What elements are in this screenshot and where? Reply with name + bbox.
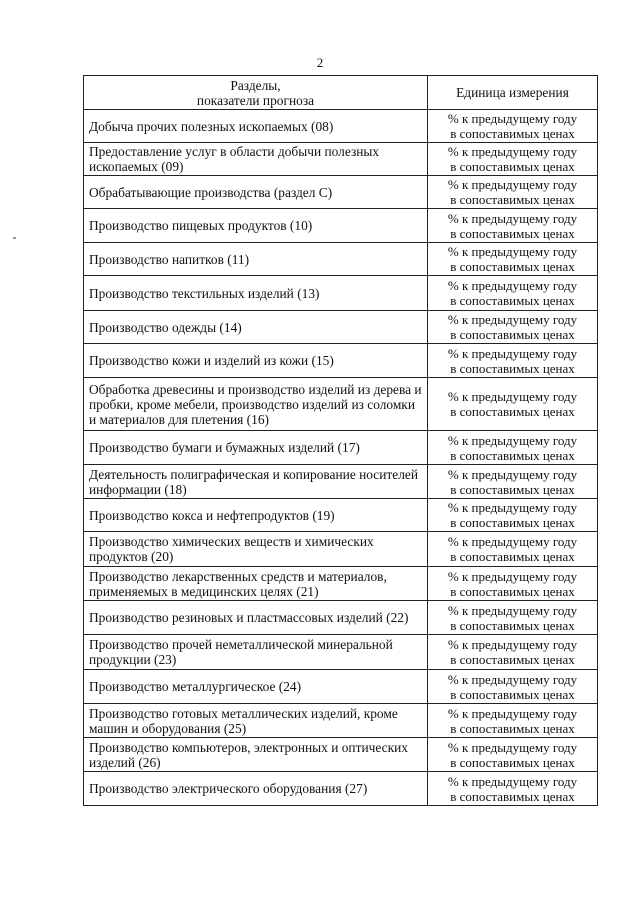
table-row <box>84 738 598 772</box>
table-row <box>84 670 598 704</box>
row-unit-line2: в сопоставимых ценах <box>450 754 575 770</box>
row-unit-line1: % к предыдущему году <box>447 705 578 721</box>
table-body <box>84 110 598 806</box>
table-row <box>84 601 598 635</box>
row-unit <box>428 344 598 378</box>
row-unit-line1: % к предыдущему году <box>447 466 578 482</box>
row-unit-line2: в сопоставимых ценах <box>450 686 575 702</box>
row-unit <box>428 311 598 344</box>
row-unit-line2: в сопоставимых ценах <box>450 126 575 141</box>
row-section-name: Производство бумаги и бумажных изделий (17) <box>84 431 428 465</box>
table-row <box>84 143 598 176</box>
row-unit <box>428 431 598 465</box>
row-section-name: Производство кокса и нефтепродуктов (19) <box>84 499 428 532</box>
row-unit <box>428 110 598 143</box>
row-unit-line2: в сопоставимых ценах <box>450 159 575 174</box>
row-section-name: Производство кожи и изделий из кожи (15) <box>84 344 428 378</box>
forecast-table <box>83 75 598 806</box>
row-section-name: Производство одежды (14) <box>84 311 428 344</box>
row-unit-line2: в сопоставимых ценах <box>450 617 575 633</box>
row-unit <box>428 601 598 635</box>
table-header-row <box>84 76 598 110</box>
row-unit-line1: % к предыдущему году <box>447 244 578 259</box>
row-section-name: Обработка древесины и производство изделий из дерева и пробки, кроме мебели, производство изделий из соломки и материалов для плетения (16) <box>84 378 428 431</box>
row-unit-line2: в сопоставимых ценах <box>450 447 575 463</box>
table-row <box>84 532 598 567</box>
header-unit: Единица измерения <box>428 76 598 110</box>
table-row <box>84 311 598 344</box>
row-unit-line1: % к предыдущему году <box>447 773 578 789</box>
row-unit-line2: в сопоставимых ценах <box>450 720 575 736</box>
table-row <box>84 344 598 378</box>
row-unit-line2: в сопоставимых ценах <box>450 225 575 241</box>
row-unit <box>428 276 598 311</box>
row-section-name: Производство текстильных изделий (13) <box>84 276 428 311</box>
row-unit <box>428 635 598 670</box>
row-unit-line2: в сопоставимых ценах <box>450 652 575 667</box>
table-row <box>84 431 598 465</box>
row-unit-line1: % к предыдущему году <box>447 312 578 327</box>
table-row <box>84 704 598 738</box>
row-unit <box>428 243 598 276</box>
row-section-name: Предоставление услуг в области добычи полезных ископаемых (09) <box>84 143 428 176</box>
row-unit-line2: в сопоставимых ценах <box>450 404 575 419</box>
table-row <box>84 567 598 601</box>
row-unit <box>428 532 598 567</box>
table-row <box>84 635 598 670</box>
scan-speck <box>13 237 16 239</box>
row-section-name: Производство резиновых и пластмассовых изделий (22) <box>84 601 428 635</box>
table-row <box>84 209 598 243</box>
row-unit-line2: в сопоставимых ценах <box>450 192 575 207</box>
row-unit-line1: % к предыдущему году <box>447 534 578 549</box>
row-unit-line1: % к предыдущему году <box>447 432 578 448</box>
header-sections-line2: показатели прогноза <box>196 92 315 108</box>
table-row <box>84 499 598 532</box>
table-row <box>84 110 598 143</box>
row-unit <box>428 499 598 532</box>
table-row <box>84 378 598 431</box>
table-row <box>84 176 598 209</box>
table-row <box>84 243 598 276</box>
row-section-name: Производство напитков (11) <box>84 243 428 276</box>
row-unit-line1: % к предыдущему году <box>447 602 578 618</box>
row-section-name: Производство лекарственных средств и материалов, применяемых в медицинских целях (21) <box>84 567 428 601</box>
row-unit <box>428 209 598 243</box>
row-section-name: Производство химических веществ и химических продуктов (20) <box>84 532 428 567</box>
row-unit <box>428 670 598 704</box>
row-unit-line2: в сопоставимых ценах <box>450 788 575 804</box>
row-section-name: Производство компьютеров, электронных и оптических изделий (26) <box>84 738 428 772</box>
row-unit <box>428 772 598 806</box>
row-unit-line2: в сопоставимых ценах <box>450 549 575 564</box>
row-unit-line2: в сопоставимых ценах <box>450 327 575 342</box>
row-unit <box>428 738 598 772</box>
row-unit-line2: в сопоставимых ценах <box>450 481 575 497</box>
row-unit-line1: % к предыдущему году <box>447 144 578 159</box>
table-row <box>84 465 598 499</box>
row-unit <box>428 465 598 499</box>
row-unit-line2: в сопоставимых ценах <box>450 293 575 308</box>
row-unit-line1: % к предыдущему году <box>447 210 578 226</box>
row-unit-line1: % к предыдущему году <box>447 739 578 755</box>
row-section-name: Обрабатывающие производства (раздел С) <box>84 176 428 209</box>
row-unit <box>428 704 598 738</box>
table-row <box>84 772 598 806</box>
page-number: 2 <box>316 55 324 70</box>
header-sections <box>84 76 428 110</box>
row-section-name: Деятельность полиграфическая и копирование носителей информации (18) <box>84 465 428 499</box>
row-section-name: Производство металлургическое (24) <box>84 670 428 704</box>
row-section-name: Производство прочей неметаллической минеральной продукции (23) <box>84 635 428 670</box>
row-unit-line1: % к предыдущему году <box>447 500 578 515</box>
row-unit-line1: % к предыдущему году <box>447 111 578 126</box>
row-unit-line2: в сопоставимых ценах <box>450 360 575 376</box>
row-unit-line1: % к предыдущему году <box>447 389 578 404</box>
row-unit-line1: % к предыдущему году <box>447 637 578 652</box>
row-unit-line1: % к предыдущему году <box>447 278 578 293</box>
row-section-name: Добыча прочих полезных ископаемых (08) <box>84 110 428 143</box>
row-section-name: Производство электрического оборудования (27) <box>84 772 428 806</box>
row-unit-line2: в сопоставимых ценах <box>450 259 575 274</box>
row-unit-line1: % к предыдущему году <box>447 671 578 687</box>
row-unit <box>428 378 598 431</box>
row-unit-line1: % к предыдущему году <box>447 568 578 584</box>
table-row <box>84 276 598 311</box>
row-section-name: Производство пищевых продуктов (10) <box>84 209 428 243</box>
row-unit <box>428 143 598 176</box>
row-section-name: Производство готовых металлических изделий, кроме машин и оборудования (25) <box>84 704 428 738</box>
row-unit-line1: % к предыдущему году <box>447 345 578 361</box>
row-unit-line2: в сопоставимых ценах <box>450 583 575 599</box>
row-unit-line2: в сопоставимых ценах <box>450 515 575 530</box>
row-unit <box>428 176 598 209</box>
row-unit-line1: % к предыдущему году <box>447 177 578 192</box>
header-sections-line1: Разделы, <box>230 77 281 93</box>
row-unit <box>428 567 598 601</box>
